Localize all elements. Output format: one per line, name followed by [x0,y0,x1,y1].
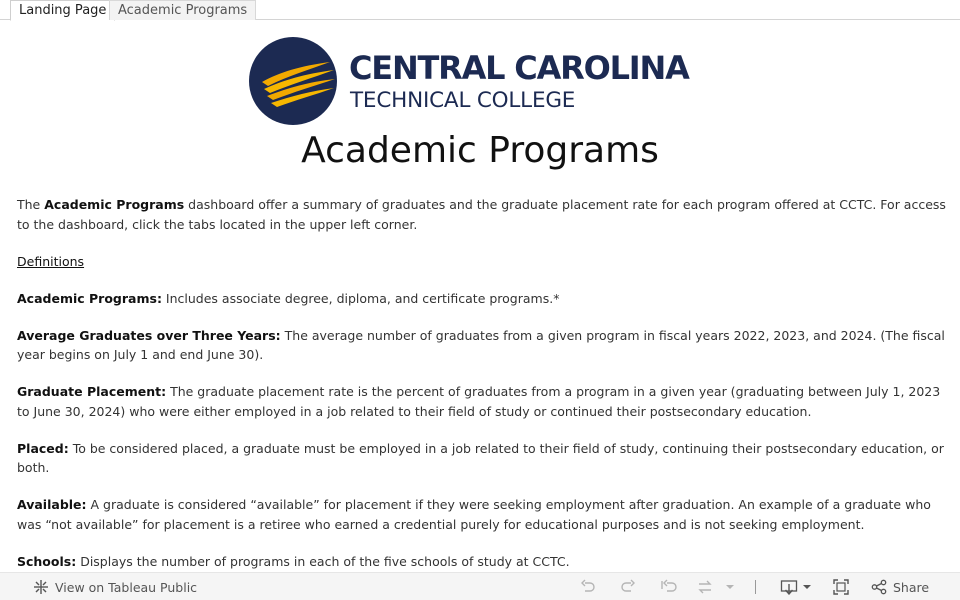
intro-prefix: The [17,197,45,212]
tab-bar [0,0,960,20]
college-logo [248,36,708,126]
definition-item [17,326,952,365]
definition-term: Placed: [17,440,69,456]
share-icon[interactable] [871,573,887,600]
definition-term: Average Graduates over Three Years: [17,327,281,343]
logo-text-line2: TECHNICAL COLLEGE [350,88,576,113]
definition-item [17,382,952,421]
revert-icon[interactable] [660,573,678,600]
page-title: Academic Programs [301,130,659,171]
tableau-icon[interactable] [33,573,49,600]
definition-term: Graduate Placement: [17,384,167,399]
definition-item [17,289,952,309]
definition-text: The graduate placement rate is the percent of graduates from a program in a given year (graduating between July 1, 2023 to June 30, 2024) who were either employed in a job related to their field of study or continued their postsecondary education. [17,384,941,419]
definitions-heading [17,252,952,272]
definition-text: To be considered placed, a graduate must be employed in a job related to their field of study, continuing their postsecondary education, or both. [17,440,944,475]
logo-emblem-icon [248,36,338,126]
download-icon[interactable] [780,573,798,600]
download-options-chevron-down-icon[interactable] [802,573,812,600]
share-button[interactable]: Share [893,579,930,595]
definition-text: Includes associate degree, diploma, and certificate programs.* [161,290,560,306]
definition-text: A graduate is considered “available” for placement if they were seeking employment after graduation. An example of a graduate who was “not available” for placement is a retiree who earned a credential purely for educational purposes and is not seeking employment. [17,497,931,532]
tableau-toolbar [0,572,960,600]
toolbar-divider [755,580,756,594]
intro-bold: Academic Programs [44,197,185,212]
tab-academic-programs[interactable]: Academic Programs [109,0,256,20]
definition-item [17,495,952,534]
definition-text: Displays the number of programs in each of the five schools of study at CCTC. [76,553,570,569]
logo-text-line1: CENTRAL CAROLINA [349,49,689,87]
intro-paragraph [17,195,952,234]
definition-term: Schools: [17,553,77,569]
undo-icon[interactable] [580,573,596,600]
definition-text: The average number of graduates from a given program in fiscal years 2022, 2023, and 2024. (The fiscal year begins on July 1 and end June 30). [17,327,945,362]
redo-icon[interactable] [620,573,636,600]
definitions-heading-text: Definitions [17,253,85,269]
dashboard-description [17,195,952,589]
refresh-icon[interactable] [696,573,714,600]
refresh-options-chevron-down-icon[interactable] [725,573,735,600]
definition-term: Academic Programs: [17,290,162,306]
fullscreen-icon[interactable] [833,573,849,600]
definition-item [17,552,952,572]
definition-term: Available: [17,497,87,512]
definition-item [17,439,952,478]
intro-suffix: dashboard offer a summary of graduates and the graduate placement rate for each program offered at CCTC. For access to the dashboard, click the tabs located in the upper left corner. [17,197,946,232]
view-on-tableau-link[interactable]: View on Tableau Public [55,579,198,595]
tab-landing-page[interactable]: Landing Page [10,0,115,21]
